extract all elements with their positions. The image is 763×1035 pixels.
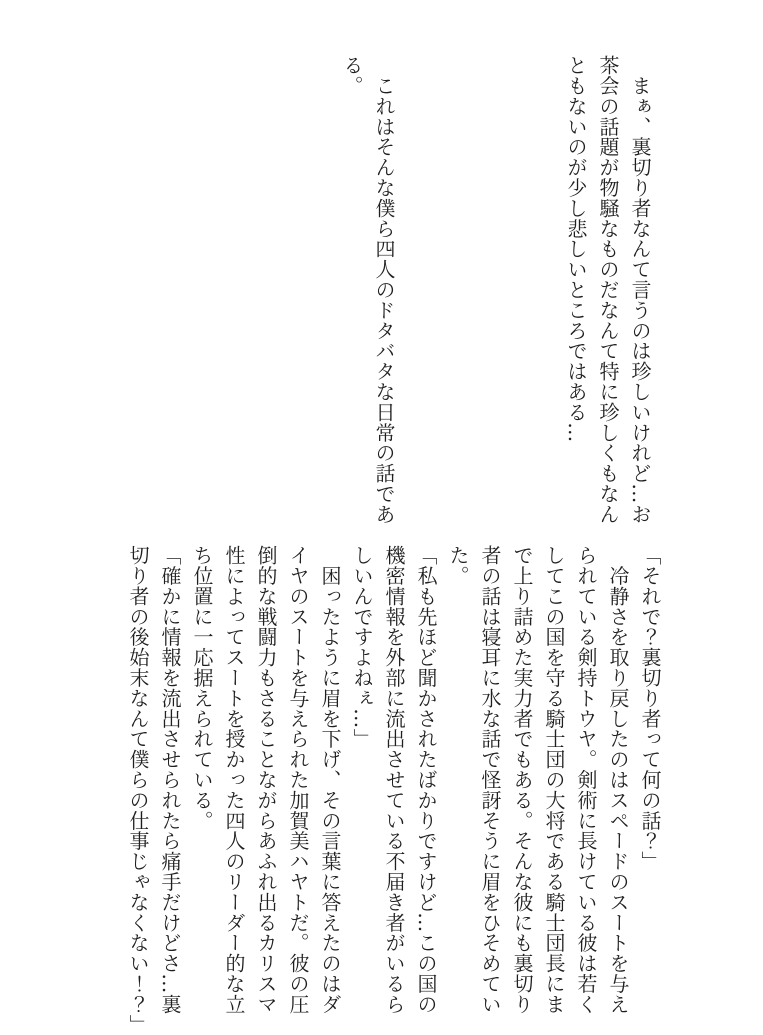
vertical-text-line: してこの国を守る騎士団の大将である騎士団長にま [542, 545, 566, 1015]
vertical-text-line-blank [496, 55, 528, 523]
vertical-text-line: 「確かに情報を流出させられたら痛手だけどさ…裏 [158, 545, 182, 1015]
vertical-text-line: 機密情報を外部に流出させている不届き者がいるら [382, 545, 406, 1015]
vertical-text-line: イヤのスートを与えられた加賀美ハヤトだ。彼の圧 [286, 545, 310, 1015]
vertical-text-line: ともないのが少し悲しいところではある… [564, 55, 588, 443]
vertical-text-line: 困ったように眉を下げ、その言葉に答えたのはダ [318, 545, 342, 1015]
vertical-text-line: た。 [446, 545, 470, 586]
vertical-text-line-blank [432, 55, 464, 523]
bottom-text-block [122, 545, 666, 1035]
vertical-text-line: ち位置に一応据えられている。 [190, 545, 214, 831]
vertical-text-line: 切り者の後始末なんて僕らの仕事じゃなくない！？」 [126, 545, 150, 1035]
vertical-text-line-blank [464, 55, 496, 523]
top-text-block [336, 55, 656, 523]
vertical-text-line-blank [528, 55, 560, 523]
vertical-text-line: で上り詰めた実力者でもある。そんな彼にも裏切り [510, 545, 534, 1015]
vertical-text-line: 冷静さを取り戻したのはスペードのスートを与え [606, 545, 630, 1015]
vertical-text-line: まぁ、裏切り者なんて言うのは珍しいけれど…お [628, 55, 652, 525]
vertical-text-line: 「それで？裏切り者って何の話？」 [638, 545, 662, 872]
vertical-text-line: しいんですよねぇ…」 [350, 545, 374, 749]
vertical-text-line: 者の話は寝耳に水な話で怪訝そうに眉をひそめてい [478, 545, 502, 1015]
vertical-text-line: 茶会の話題が物騒なものだなんて特に珍しくもなん [596, 55, 620, 525]
vertical-text-line: る。 [340, 55, 364, 96]
vertical-text-line: 倒的な戦闘力もさることながらあふれ出るカリスマ [254, 545, 278, 1015]
vertical-text-line-blank [400, 55, 432, 523]
vertical-text-line: 性によってスートを授かった四人のリーダー的な立 [222, 545, 246, 1015]
vertical-text-line: 「私も先ほど聞かされたばかりですけど…この国の [414, 545, 438, 1015]
vertical-text-line: られている剣持トウヤ。剣術に長けている彼は若く [574, 545, 598, 1015]
vertical-text-line: これはそんな僕ら四人のドタバタな日常の話であ [372, 55, 396, 525]
